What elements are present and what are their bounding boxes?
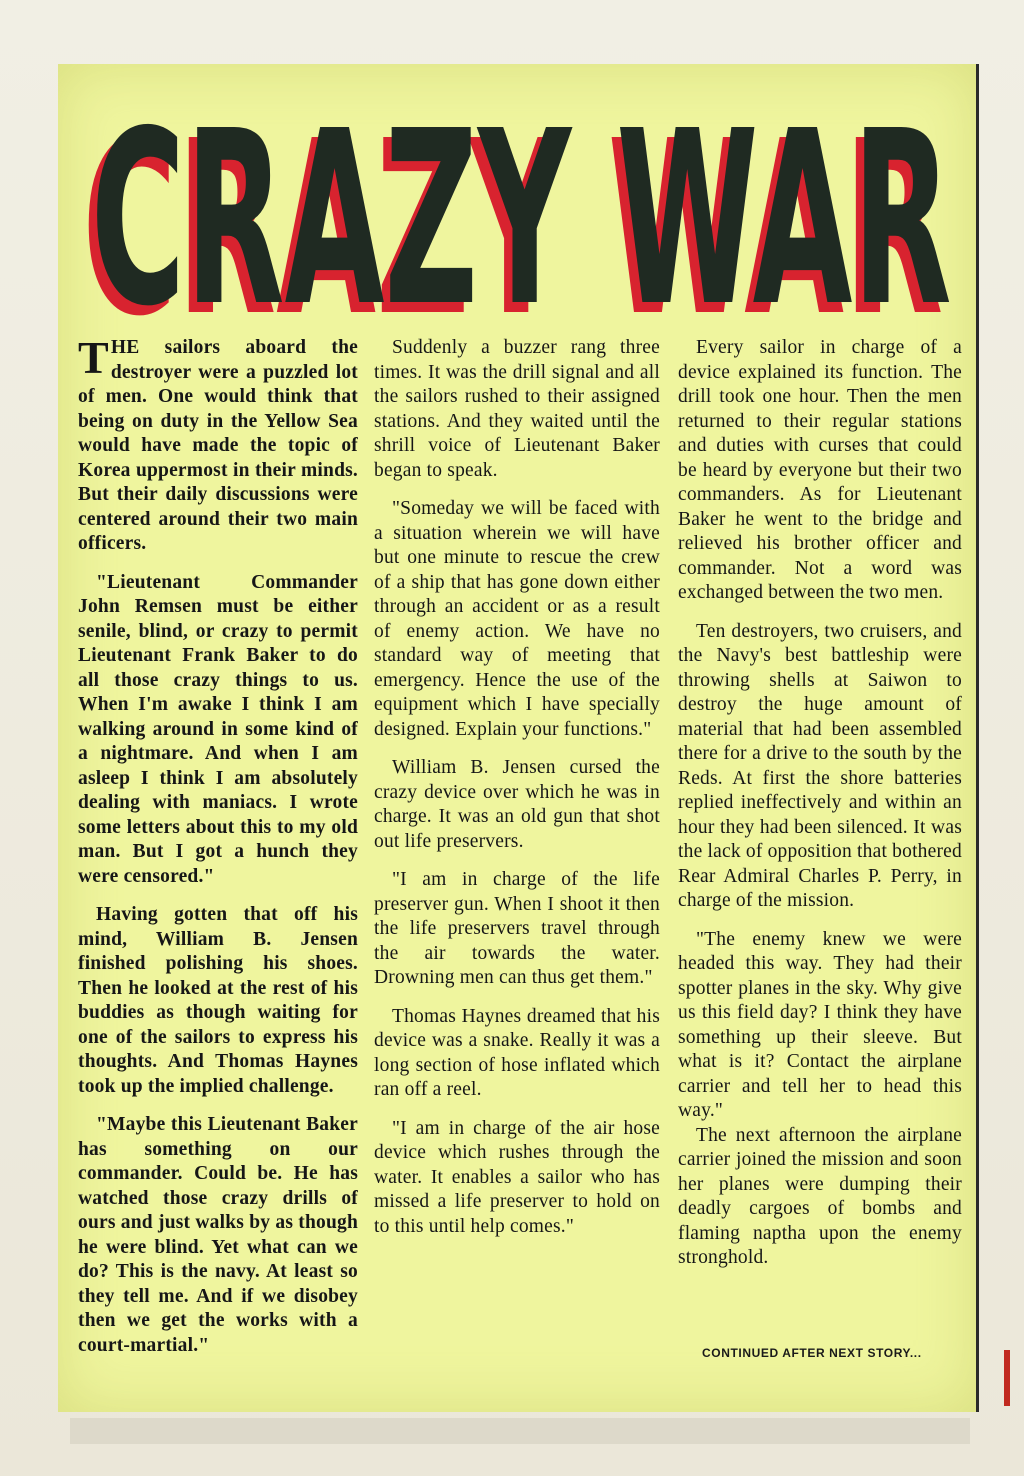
- column-1: [78, 332, 358, 1372]
- paragraph: Every sailor in charge of a device explained its function. The drill took one hour. Then the men returned to their regular stations and duties with curses that could be heard by everyone but their two commanders. As for Lieutenant Baker he went to the bridge and relieved his brother officer and commander. Not a word was exchanged between the two men.: [678, 337, 962, 603]
- paragraph: Having gotten that off his mind, William B. Jensen finished polishing his shoes. Then he looked at the rest of his buddies as though waiting for one of the sailors to express his thoughts. And Thomas Haynes took up the implied challenge.: [78, 904, 358, 1097]
- paragraph: "Maybe this Lieutenant Baker has something on our commander. Could be. He has watched those crazy drills of ours and just walks by as though he were blind. Yet what can we do? This is the navy. At least so they tell me. And if we disobey then we get the works with a court-martial.": [78, 1114, 358, 1356]
- drop-cap: T: [78, 332, 109, 383]
- column-3: [678, 336, 962, 1285]
- title-svg: [58, 64, 976, 334]
- bottom-margin-strip: [70, 1418, 970, 1444]
- paragraph: "Someday we will be faced with a situation wherein we will have but one minute to rescue the crew of a ship that has gone down either through an accident or as a result of enemy action. We have no standard way of meeting that emergency. Hence the use of the equipment which I have specially designed. Explain your functions.": [374, 498, 660, 740]
- column-2: [374, 336, 660, 1253]
- story-title: CRAZY WAR: [90, 80, 952, 334]
- story-panel: [58, 64, 979, 1412]
- paragraph: "The enemy knew we were headed this way. They had their spotter planes in the sky. Why give us this field day? I think they have something up their sleeve. But what is it? Contact the airplane carrier and tell her to head this way.": [678, 928, 962, 1121]
- story-title-shadow: CRAZY WAR: [82, 90, 944, 334]
- paragraph: Ten destroyers, two cruisers, and the Navy's best battleship were throwing shells at Saiwon to destroy the huge amount of material that had been assembled there for a drive to the south by the Reds. At first the shore batteries replied ineffectively and within an hour they had been silenced. It was the lack of opposition that bothered Rear Admiral Charles P. Perry, in charge of the mission.: [678, 620, 962, 911]
- paragraph: Suddenly a buzzer rang three times. It was the drill signal and all the sailors rushed to their assigned stations. And they waited until the shrill voice of Lieutenant Baker began to speak.: [374, 337, 660, 481]
- paragraph-text: HE sailors aboard the destroyer were a puzzled lot of men. One would think that being on duty in the Yellow Sea would have made the topic of Korea uppermost in their minds. But their daily discussions were centered around their two main officers.: [78, 337, 358, 554]
- paragraph: The next afternoon the airplane carrier joined the mission and soon her planes were dumping their deadly cargoes of bombs and flaming naptha upon the enemy stronghold.: [678, 1124, 962, 1268]
- paragraph: [78, 332, 358, 557]
- page-edge-mark: [1004, 1350, 1010, 1406]
- paragraph: "Lieutenant Commander John Remsen must be either senile, blind, or crazy to permit Lieutenant Frank Baker to do all those crazy things to us. When I'm awake I think I am walking around in some kind of a nightmare. And when I am asleep I think I am absolutely dealing with maniacs. I wrote some letters about this to my old man. But I got a hunch they were censored.": [78, 571, 358, 887]
- paragraph: William B. Jensen cursed the crazy device over which he was in charge. It was an old gun that shot out life preservers.: [374, 757, 660, 852]
- paragraph: "I am in charge of the air hose device which rushes through the water. It enables a sailor who has missed a life preserver to hold on to this until help comes.": [374, 1117, 660, 1237]
- title-area: [58, 64, 976, 334]
- paragraph: "I am in charge of the life preserver gun. When I shoot it then the life preservers travel through the air towards the water. Drowning men can thus get them.": [374, 869, 660, 988]
- paragraph: Thomas Haynes dreamed that his device was a snake. Really it was a long section of hose inflated which ran off a reel.: [374, 1005, 660, 1100]
- continued-note: CONTINUED AFTER NEXT STORY...: [702, 1346, 922, 1360]
